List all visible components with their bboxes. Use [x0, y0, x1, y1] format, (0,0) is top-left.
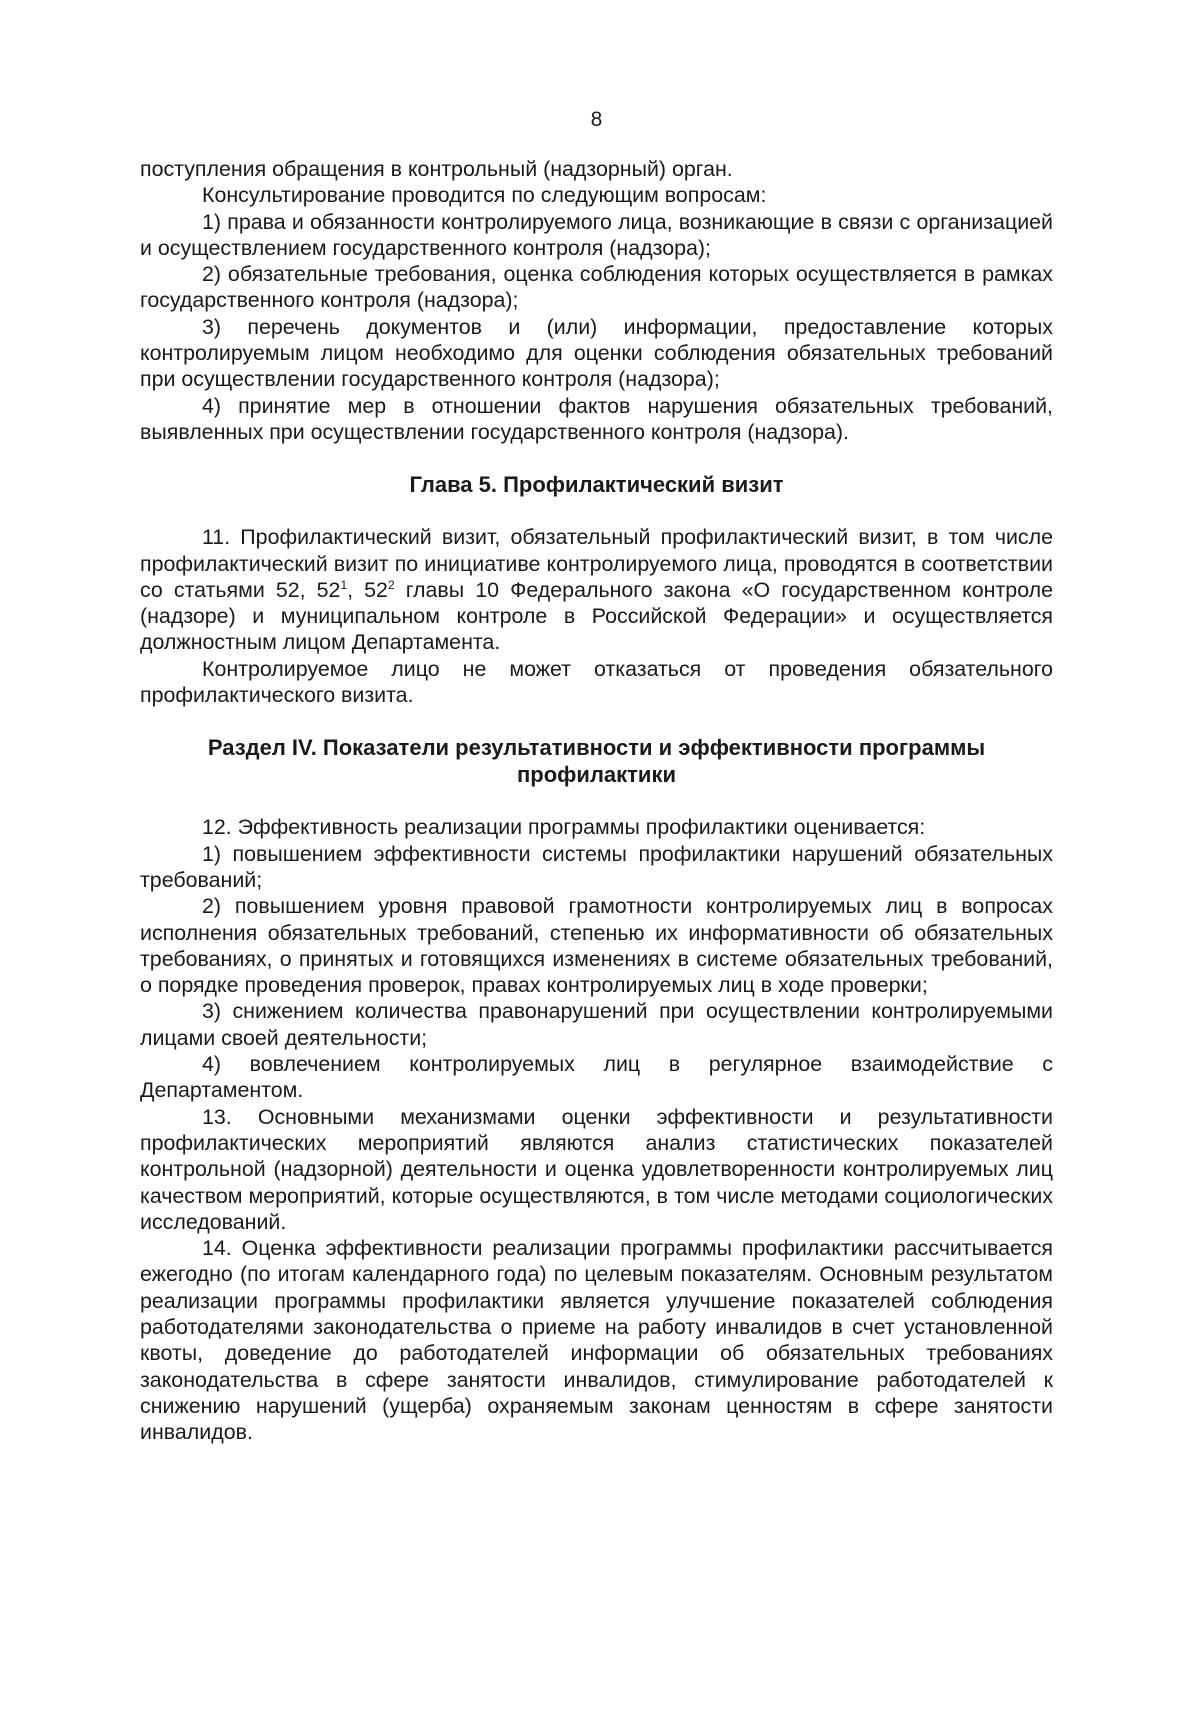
consultation-item-3: 3) перечень документов и (или) информации, предоставление которых контролируемым лицом необходимо для оценки соблюдения обязательных требований при осуществлении государственного контроля (надзора);: [140, 314, 1053, 392]
paragraph-11-part-2: , 52: [347, 577, 388, 602]
effectiveness-item-3: 3) снижением количества правонарушений при осуществлении контролируемыми лицами своей деятельности;: [140, 999, 1053, 1050]
consultation-item-4: 4) принятие мер в отношении фактов нарушения обязательных требований, выявленных при осуществлении государственного контроля (надзора).: [140, 393, 1053, 444]
section-4-heading-line-1: Раздел IV. Показатели результативности и эффективности программы: [207, 735, 986, 761]
document-page: [140, 108, 1053, 1445]
superscript-1: 1: [340, 577, 348, 592]
paragraph-13: 13. Основными механизмами оценки эффективности и результативности профилактических мероприятий являются анализ статистических показателей контрольной (надзорной) деятельности и оценка удовлетворенности контролируемых лиц качеством мероприятий, которые осуществляются, в том числе методами социологических исследований.: [140, 1104, 1053, 1234]
chapter-5-heading: Глава 5. Профилактический визит: [409, 472, 784, 498]
effectiveness-item-4: 4) вовлечением контролируемых лиц в регулярное взаимодействие с Департаментом.: [140, 1052, 1053, 1103]
paragraph-refusal: Контролируемое лицо не может отказаться от проведения обязательного профилактического визита.: [140, 656, 1053, 708]
consultation-item-2: 2) обязательные требования, оценка соблюдения которых осуществляется в рамках государственного контроля (надзора);: [140, 262, 1053, 313]
superscript-2: 2: [387, 577, 395, 592]
effectiveness-item-1: 1) повышением эффективности системы профилактики нарушений обязательных требований;: [140, 841, 1053, 892]
consultation-item-1: 1) права и обязанности контролируемого лица, возникающие в связи с организацией и осуществлением государственного контроля (надзора);: [140, 209, 1053, 260]
paragraph-continuation: поступления обращения в контрольный (надзорный) орган.: [140, 157, 733, 181]
paragraph-12: 12. Эффективность реализации программы профилактики оценивается:: [202, 815, 926, 840]
page-number: 8: [590, 108, 603, 131]
section-4-heading-line-2: профилактики: [517, 762, 676, 788]
paragraph-14: 14. Оценка эффективности реализации программы профилактики рассчитывается ежегодно (по итогам календарного года) по целевым показателям. Основным результатом реализации программы профилактики является улучшение показателей соблюдения работодателями законодательства о приеме на работу инвалидов в счет установленной квоты, доведение до работодателей информации об обязательных требованиях законодательства в сфере занятости инвалидов, стимулирование работодателей к снижению нарушений (ущерба) охраняемым законам ценностям в сфере занятости инвалидов.: [140, 1236, 1053, 1445]
consultation-intro: Консультирование проводится по следующим вопросам:: [202, 183, 767, 208]
paragraph-11-part-1: 11. Профилактический визит, обязательный профилактический визит, в том числе профилактический визит по инициативе контролируемого лица, проводятся в соответствии со статьями 52, 52: [140, 525, 1053, 602]
paragraph-11-part-3: главы 10 Федерального закона «О государственном контроле (надзоре) и муниципальном контроле в Российской Федерации» и осуществляется должностным лицом Департамента.: [140, 577, 1053, 655]
paragraph-11: [140, 524, 1053, 655]
section-4-heading: [140, 734, 1053, 788]
effectiveness-item-2: 2) повышением уровня правовой грамотности контролируемых лиц в вопросах исполнения обязательных требований, степенью их информативности об обязательных требованиях, о принятых и готовящихся изменениях в системе обязательных требований, о порядке проведения проверок, правах контролируемых лиц в ходе проверки;: [140, 894, 1053, 998]
